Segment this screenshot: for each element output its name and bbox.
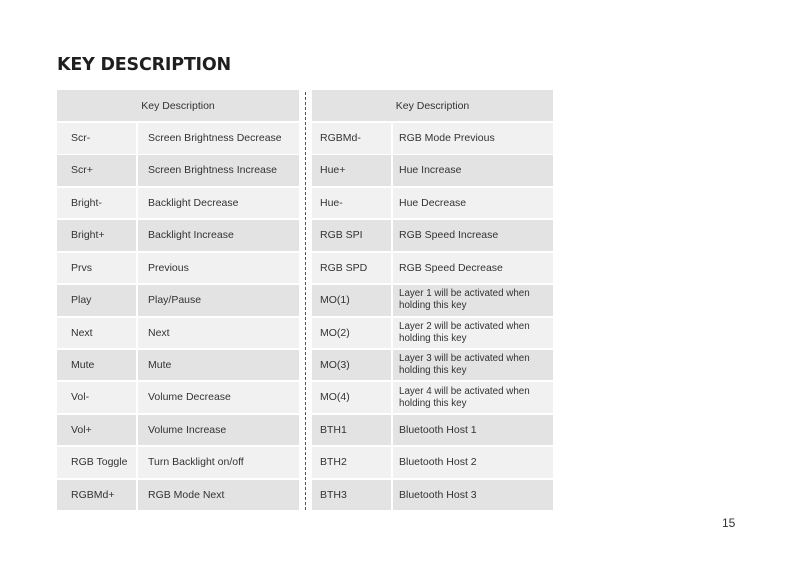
key-cell: Bright- bbox=[57, 188, 136, 219]
description-cell: Layer 2 will be activated when holding this key bbox=[393, 318, 553, 349]
key-cell: Play bbox=[57, 285, 136, 316]
table-header: Key Description bbox=[57, 90, 299, 121]
description-cell: Screen Brightness Increase bbox=[138, 155, 299, 186]
table-row bbox=[57, 350, 299, 381]
description-cell: Layer 1 will be activated when holding this key bbox=[393, 285, 553, 316]
key-cell: MO(3) bbox=[312, 350, 391, 381]
description-cell: RGB Mode Previous bbox=[393, 123, 553, 154]
key-cell: Vol- bbox=[57, 382, 136, 413]
key-cell: RGBMd- bbox=[312, 123, 391, 154]
key-cell: Scr+ bbox=[57, 155, 136, 186]
table-row bbox=[312, 285, 553, 316]
description-cell: Layer 3 will be activated when holding this key bbox=[393, 350, 553, 381]
key-table-left bbox=[57, 90, 299, 512]
description-cell: Volume Decrease bbox=[138, 382, 299, 413]
page-title: KEY DESCRIPTION bbox=[57, 55, 231, 75]
key-cell: MO(1) bbox=[312, 285, 391, 316]
description-cell: Volume Increase bbox=[138, 415, 299, 446]
key-cell: BTH3 bbox=[312, 480, 391, 511]
key-cell: Hue+ bbox=[312, 155, 391, 186]
key-cell: BTH1 bbox=[312, 415, 391, 446]
table-row bbox=[57, 480, 299, 511]
key-cell: MO(2) bbox=[312, 318, 391, 349]
table-row bbox=[312, 318, 553, 349]
table-row bbox=[57, 188, 299, 219]
table-row bbox=[312, 415, 553, 446]
key-cell: Next bbox=[57, 318, 136, 349]
table-row bbox=[57, 253, 299, 284]
table-row bbox=[57, 415, 299, 446]
table-row bbox=[312, 123, 553, 154]
key-cell: Scr- bbox=[57, 123, 136, 154]
table-row bbox=[57, 123, 299, 154]
table-row bbox=[312, 480, 553, 511]
key-cell: RGB Toggle bbox=[57, 447, 136, 478]
key-cell: RGBMd+ bbox=[57, 480, 136, 511]
description-cell: Hue Decrease bbox=[393, 188, 553, 219]
table-row bbox=[312, 253, 553, 284]
description-cell: RGB Mode Next bbox=[138, 480, 299, 511]
table-row bbox=[312, 188, 553, 219]
description-cell: Hue Increase bbox=[393, 155, 553, 186]
key-cell: Hue- bbox=[312, 188, 391, 219]
dashed-divider bbox=[305, 92, 306, 510]
key-cell: RGB SPD bbox=[312, 253, 391, 284]
table-row bbox=[57, 285, 299, 316]
key-cell: MO(4) bbox=[312, 382, 391, 413]
description-cell: RGB Speed Decrease bbox=[393, 253, 553, 284]
table-row bbox=[312, 155, 553, 186]
table-row bbox=[57, 447, 299, 478]
description-cell: RGB Speed Increase bbox=[393, 220, 553, 251]
description-cell: Backlight Increase bbox=[138, 220, 299, 251]
key-cell: Bright+ bbox=[57, 220, 136, 251]
description-cell: Backlight Decrease bbox=[138, 188, 299, 219]
description-cell: Screen Brightness Decrease bbox=[138, 123, 299, 154]
table-header: Key Description bbox=[312, 90, 553, 121]
table-row bbox=[57, 318, 299, 349]
key-cell: BTH2 bbox=[312, 447, 391, 478]
key-table-right bbox=[312, 90, 553, 512]
table-row bbox=[312, 350, 553, 381]
table-row bbox=[57, 382, 299, 413]
table-row bbox=[57, 155, 299, 186]
table-row bbox=[57, 220, 299, 251]
table-row bbox=[312, 447, 553, 478]
description-cell: Next bbox=[138, 318, 299, 349]
description-cell: Turn Backlight on/off bbox=[138, 447, 299, 478]
description-cell: Play/Pause bbox=[138, 285, 299, 316]
key-cell: Vol+ bbox=[57, 415, 136, 446]
page-number: 15 bbox=[722, 516, 736, 530]
description-cell: Bluetooth Host 2 bbox=[393, 447, 553, 478]
table-row bbox=[312, 382, 553, 413]
description-cell: Previous bbox=[138, 253, 299, 284]
key-cell: RGB SPI bbox=[312, 220, 391, 251]
table-row bbox=[312, 220, 553, 251]
description-cell: Bluetooth Host 1 bbox=[393, 415, 553, 446]
description-cell: Bluetooth Host 3 bbox=[393, 480, 553, 511]
key-cell: Prvs bbox=[57, 253, 136, 284]
description-cell: Layer 4 will be activated when holding this key bbox=[393, 382, 553, 413]
description-cell: Mute bbox=[138, 350, 299, 381]
key-cell: Mute bbox=[57, 350, 136, 381]
